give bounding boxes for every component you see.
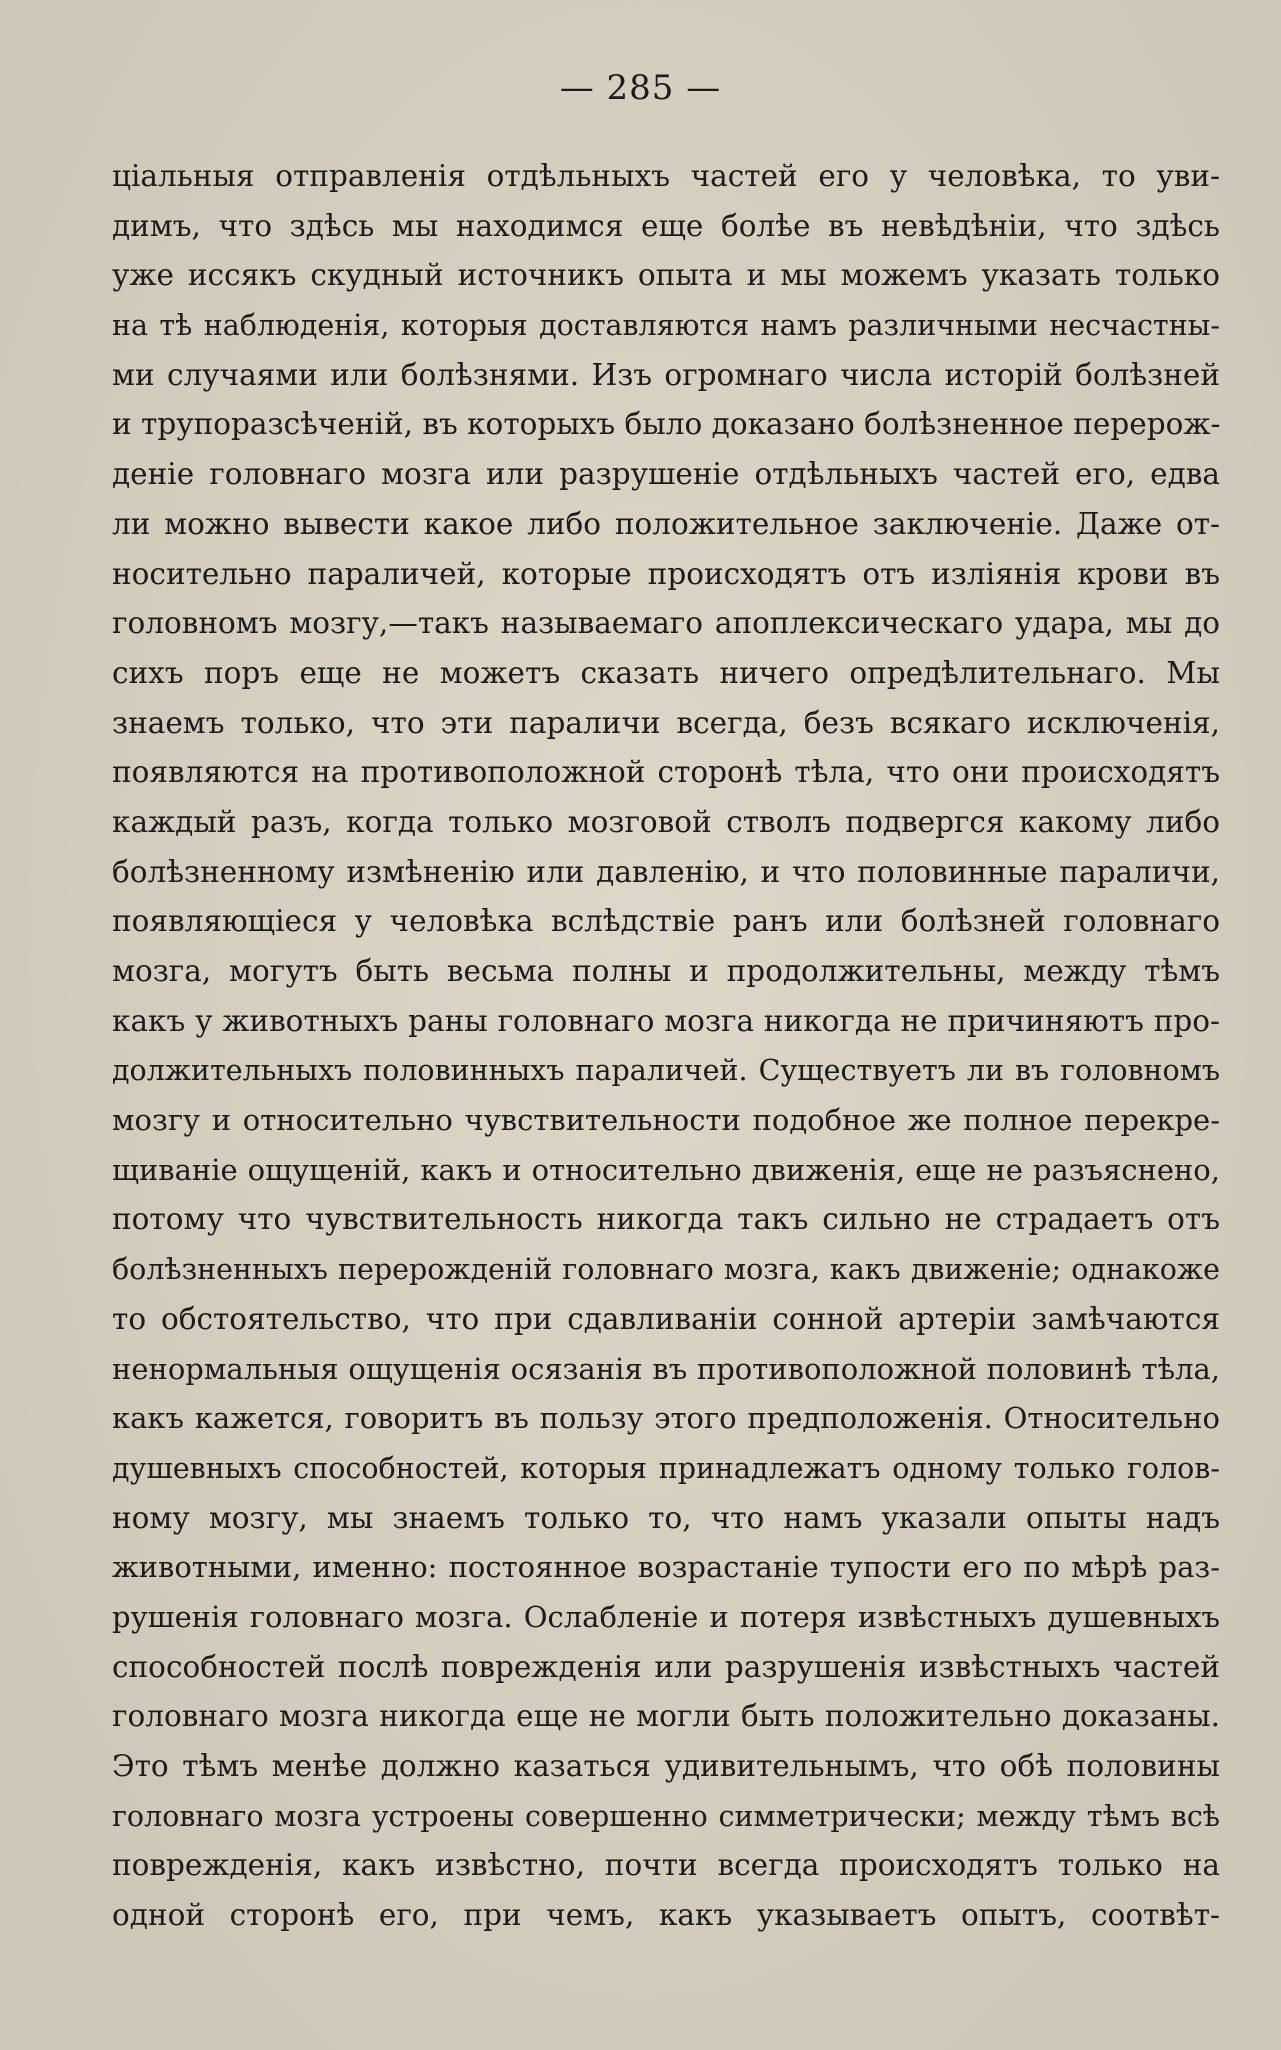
text-line-19: должительныхъ половинныхъ параличей. Существуетъ ли въ головномъ bbox=[112, 1054, 1220, 1088]
text-line-12: знаемъ только, что эти параличи всегда, безъ всякаго исключенія, bbox=[112, 705, 1220, 740]
text-line-25: ненормальныя ощущенія осязанія въ противоположной половинѣ тѣла, bbox=[112, 1351, 1220, 1386]
text-line-14: каждый разъ, когда только мозговой стволъ подвергся какому либо bbox=[112, 804, 1220, 839]
text-line-2: димъ, что здѣсь мы находимся еще болѣе въ невѣдѣніи, что здѣсь bbox=[112, 208, 1220, 243]
text-line-28: ному мозгу, мы знаемъ только то, что намъ указали опыты надъ bbox=[112, 1500, 1220, 1535]
page-number: — 285 — bbox=[559, 68, 722, 108]
text-line-29: животными, именно: постоянное возрастаніе тупости его по мѣрѣ раз- bbox=[112, 1550, 1220, 1585]
text-line-36: одной сторонѣ его, при чемъ, какъ указываетъ опытъ, соотвѣт- bbox=[112, 1898, 1220, 1933]
text-line-26: какъ кажется, говоритъ въ пользу этого предположенія. Относительно bbox=[112, 1401, 1220, 1436]
text-line-8: ли можно вывести какое либо положительное заключеніе. Даже от- bbox=[112, 506, 1220, 541]
text-line-22: потому что чувствительность никогда такъ сильно не страдаетъ отъ bbox=[112, 1202, 1220, 1237]
text-line-23: болѣзненныхъ перерожденій головнаго мозга, какъ движеніе; однакоже bbox=[112, 1253, 1220, 1287]
text-line-10: головномъ мозгу,—такъ называемаго апоплексическаго удара, мы до bbox=[112, 606, 1220, 641]
text-line-18: какъ у животныхъ раны головнаго мозга никогда не причиняютъ про- bbox=[112, 1003, 1220, 1038]
text-line-30: рушенія головнаго мозга. Ослабленіе и потеря извѣстныхъ душевныхъ bbox=[112, 1599, 1220, 1634]
text-line-17: мозга, могутъ быть весьма полны и продолжительны, между тѣмъ bbox=[112, 954, 1220, 988]
text-line-34: головнаго мозга устроены совершенно симметрически; между тѣмъ всѣ bbox=[112, 1799, 1220, 1833]
text-line-21: щиваніе ощущеній, какъ и относительно движенія, еще не разъяснено, bbox=[112, 1152, 1220, 1187]
text-line-3: уже иссякъ скудный источникъ опыта и мы можемъ указать только bbox=[112, 258, 1220, 293]
text-line-13: появляются на противоположной сторонѣ тѣла, что они происходятъ bbox=[112, 755, 1220, 790]
text-line-6: и трупоразсѣченій, въ которыхъ было доказано болѣзненное перерож- bbox=[112, 407, 1220, 442]
text-line-4: на тѣ наблюденія, которыя доставляются намъ различными несчастны- bbox=[112, 309, 1220, 343]
text-line-15: болѣзненному измѣненію или давленію, и что половинные параличи, bbox=[112, 854, 1220, 889]
text-line-33: Это тѣмъ менѣе должно казаться удивительнымъ, что обѣ половины bbox=[112, 1749, 1220, 1783]
text-line-20: мозгу и относительно чувствительности подобное же полное перекре- bbox=[112, 1103, 1220, 1138]
text-line-35: поврежденія, какъ извѣстно, почти всегда происходятъ только на bbox=[112, 1848, 1220, 1883]
text-line-31: способностей послѣ поврежденія или разрушенія извѣстныхъ частей bbox=[112, 1649, 1220, 1684]
text-line-16: появляющіеся у человѣка вслѣдствіе ранъ или болѣзней головнаго bbox=[112, 904, 1220, 939]
body-text bbox=[112, 152, 1220, 1941]
text-line-11: сихъ поръ еще не можетъ сказать ничего опредѣлительнаго. Мы bbox=[112, 655, 1220, 690]
text-line-9: носительно параличей, которые происходятъ отъ изліянія крови въ bbox=[112, 556, 1220, 591]
text-line-1: ціальныя отправленія отдѣльныхъ частей его у человѣка, то уви- bbox=[112, 159, 1220, 193]
text-line-7: деніе головнаго мозга или разрушеніе отдѣльныхъ частей его, едва bbox=[112, 457, 1220, 492]
text-line-24: то обстоятельство, что при сдавливаніи сонной артеріи замѣчаются bbox=[112, 1301, 1220, 1336]
text-line-27: душевныхъ способностей, которыя принадлежатъ одному только голов- bbox=[112, 1451, 1220, 1485]
text-line-32: головнаго мозга никогда еще не могли быть положительно доказаны. bbox=[112, 1699, 1220, 1734]
text-line-5: ми случаями или болѣзнями. Изъ огромнаго числа исторій болѣзней bbox=[112, 357, 1220, 392]
